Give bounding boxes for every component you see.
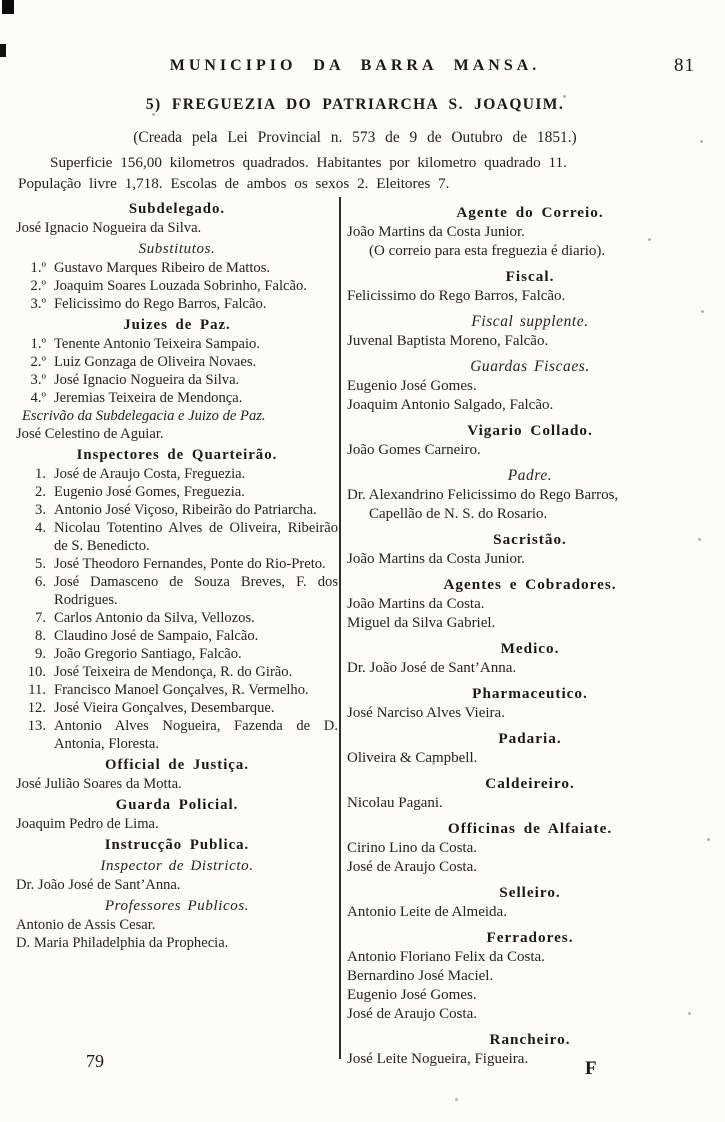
text-line: Juvenal Baptista Moreno, Falcão. <box>347 333 549 349</box>
section-heading: Officinas de Alfaiate. <box>447 820 613 837</box>
section-heading: Ferradores. <box>486 929 574 946</box>
text-line: (O correio para esta freguezia é diario). <box>369 243 606 259</box>
item-text: Eugenio José Gomes, Freguezia. <box>54 484 245 500</box>
text-line <box>16 465 338 483</box>
text-line: Felicissimo do Rego Barros, Falcão. <box>347 288 566 304</box>
section-heading: Sacristão. <box>493 531 567 548</box>
text-line: Bernardino José Maciel. <box>347 968 494 984</box>
text-line <box>16 717 338 753</box>
item-text: Antonio José Viçoso, Ribeirão do Patriarcha. <box>54 502 317 518</box>
item-number: 8. <box>35 628 46 644</box>
section-heading: Guarda Policial. <box>115 797 239 813</box>
text-line: Antonio Leite de Almeida. <box>347 904 507 920</box>
section-heading: Inspectores de Quarteirão. <box>76 447 278 463</box>
item-text: José Ignacio Nogueira da Silva. <box>54 372 240 388</box>
item-text: José Theodoro Fernandes, Ponte do Rio-Preto. <box>54 556 326 572</box>
item-number: 1.º <box>30 260 46 276</box>
text-line: José de Araujo Costa. <box>347 859 477 875</box>
section-subheading: Padre. <box>507 467 553 484</box>
item-number: 1.º <box>30 336 46 352</box>
item-number: 13. <box>27 718 46 734</box>
item-text: José Vieira Gonçalves, Desembarque. <box>54 700 275 716</box>
item-number: 10. <box>27 664 46 680</box>
stats-line: População livre 1,718. Escolas de ambos os sexos 2. Eleitores 7. <box>18 175 450 192</box>
item-number: 4. <box>35 520 46 536</box>
text-line: João Martins da Costa Junior. <box>347 224 525 240</box>
footer-folio-number: 79 <box>86 1051 104 1071</box>
text-line: Eugenio José Gomes. <box>347 378 477 394</box>
section-heading: Pharmaceutico. <box>472 685 588 702</box>
column-divider-rule <box>339 197 341 1059</box>
text-line: José Ignacio Nogueira da Silva. <box>16 220 202 236</box>
text-line: Escrivão da Subdelegacia e Juizo de Paz. <box>22 408 266 424</box>
item-number: 7. <box>35 610 46 626</box>
text-line: Dr. Alexandrino Felicissimo do Rego Barros, <box>347 487 619 503</box>
text-line: João Gomes Carneiro. <box>347 442 481 458</box>
text-line: Oliveira & Campbell. <box>347 750 478 766</box>
text-line: Nicolau Pagani. <box>347 795 443 811</box>
item-number: 3.º <box>30 372 46 388</box>
text-line: Joaquim Pedro de Lima. <box>16 816 159 832</box>
text-line: João Martins da Costa. <box>347 596 485 612</box>
section-heading: Official de Justiça. <box>105 757 249 773</box>
item-number: 9. <box>35 646 46 662</box>
text-line <box>16 645 338 663</box>
item-text: Luiz Gonzaga de Oliveira Novaes. <box>54 354 257 370</box>
section-heading: Vigario Collado. <box>467 422 593 439</box>
item-text: Carlos Antonio da Silva, Vellozos. <box>54 610 255 626</box>
item-text: João Gregorio Santiago, Falcão. <box>54 646 242 662</box>
item-text: Felicissimo do Rego Barros, Falcão. <box>54 296 267 312</box>
item-number: 3. <box>35 502 46 518</box>
text-line <box>16 519 338 555</box>
item-number: 4.º <box>30 390 46 406</box>
text-line: José Narciso Alves Vieira. <box>347 705 505 721</box>
item-text: Gustavo Marques Ribeiro de Mattos. <box>54 260 271 276</box>
item-number: 2.º <box>30 354 46 370</box>
text-line: Antonio Floriano Felix da Costa. <box>347 949 545 965</box>
section-title: 5) FREGUEZIA DO PATRIARCHA S. JOAQUIM. <box>145 96 565 113</box>
text-line <box>16 555 338 573</box>
item-number: 1. <box>35 466 46 482</box>
item-number: 2.º <box>30 278 46 294</box>
item-text: Claudino José de Sampaio, Falcão. <box>54 628 259 644</box>
section-heading: Agente do Correio. <box>456 204 604 221</box>
text-line: Eugenio José Gomes. <box>347 987 477 1003</box>
section-heading: Agentes e Cobradores. <box>443 576 617 593</box>
running-header: MUNICIPIO DA BARRA MANSA. <box>169 57 541 74</box>
footer-signature-mark: F <box>585 1058 597 1079</box>
item-text: José de Araujo Costa, Freguezia. <box>54 466 246 482</box>
scan-speck <box>700 140 703 143</box>
section-heading: Juizes de Paz. <box>123 317 231 333</box>
item-number: 12. <box>27 700 46 716</box>
text-line <box>16 483 338 501</box>
text-line: Cirino Lino da Costa. <box>347 840 477 856</box>
section-subheading: Professores Publicos. <box>104 898 250 914</box>
item-number: 3.º <box>30 296 46 312</box>
left-column <box>16 197 338 952</box>
section-heading: Padaria. <box>498 730 562 747</box>
text-line: Capellão de N. S. do Rosario. <box>369 506 548 522</box>
item-number: 5. <box>35 556 46 572</box>
text-line <box>16 627 338 645</box>
item-number: 6. <box>35 574 46 590</box>
item-number: 11. <box>28 682 46 698</box>
text-line <box>16 609 338 627</box>
scan-speck <box>455 1098 458 1101</box>
text-line <box>16 681 338 699</box>
text-line: José Leite Nogueira, Figueira. <box>347 1051 529 1067</box>
scan-ink-mark <box>0 44 6 57</box>
section-subheading: Fiscal supplente. <box>471 313 589 330</box>
section-subheading: Guardas Fiscaes. <box>470 358 590 375</box>
text-line <box>16 389 338 407</box>
text-line <box>16 277 338 295</box>
text-line: José de Araujo Costa. <box>347 1006 477 1022</box>
text-line <box>16 371 338 389</box>
text-line: D. Maria Philadelphia da Prophecia. <box>16 935 229 951</box>
item-number: 2. <box>35 484 46 500</box>
right-column <box>347 197 713 1069</box>
text-line <box>16 295 338 313</box>
section-heading: Selleiro. <box>499 884 561 901</box>
text-line: Dr. João José de Sant’Anna. <box>347 660 517 676</box>
text-line <box>16 663 338 681</box>
section-subheading: Inspector de Districto. <box>100 858 254 874</box>
item-text: Tenente Antonio Teixeira Sampaio. <box>54 336 260 352</box>
item-text: Francisco Manoel Gonçalves, R. Vermelho. <box>54 682 309 698</box>
item-text: Antonio Alves Nogueira, Fazenda de D. Antonia, Floresta. <box>54 718 338 752</box>
text-line <box>16 259 338 277</box>
item-text: José Teixeira de Mendonça, R. do Girão. <box>54 664 293 680</box>
scan-ink-mark <box>2 0 14 14</box>
text-line: Miguel da Silva Gabriel. <box>347 615 496 631</box>
text-line: João Martins da Costa Junior. <box>347 551 525 567</box>
stats-line: Superficie 156,00 kilometros quadrados. Habitantes por kilometro quadrado 11. <box>50 154 567 171</box>
text-line <box>16 699 338 717</box>
text-line: Joaquim Antonio Salgado, Falcão. <box>347 397 554 413</box>
item-text: Joaquim Soares Louzada Sobrinho, Falcão. <box>54 278 307 294</box>
page-number: 81 <box>674 55 695 76</box>
statistics-paragraph <box>18 152 710 194</box>
text-line: José Julião Soares da Motta. <box>16 776 182 792</box>
section-heading: Caldeireiro. <box>485 775 575 792</box>
text-line: José Celestino de Aguiar. <box>16 426 164 442</box>
section-heading: Instrucção Publica. <box>104 837 250 853</box>
item-text: Nicolau Totentino Alves de Oliveira, Ribeirão de S. Benedicto. <box>54 520 338 554</box>
text-line: Dr. João José de Sant’Anna. <box>16 877 181 893</box>
text-line <box>16 353 338 371</box>
section-heading: Rancheiro. <box>489 1031 571 1048</box>
section-heading: Medico. <box>500 640 560 657</box>
section-heading: Fiscal. <box>505 268 555 285</box>
item-text: Jeremias Teixeira de Mendonça. <box>54 390 243 406</box>
law-line: (Creada pela Lei Provincial n. 573 de 9 de Outubro de 1851.) <box>133 129 577 146</box>
text-line: Antonio de Assis Cesar. <box>16 917 156 933</box>
text-line <box>16 501 338 519</box>
section-heading: Subdelegado. <box>128 201 226 217</box>
text-line <box>16 335 338 353</box>
text-line <box>16 573 338 609</box>
item-text: José Damasceno de Souza Breves, F. dos Rodrigues. <box>54 574 338 608</box>
section-subheading: Substitutos. <box>138 241 216 257</box>
